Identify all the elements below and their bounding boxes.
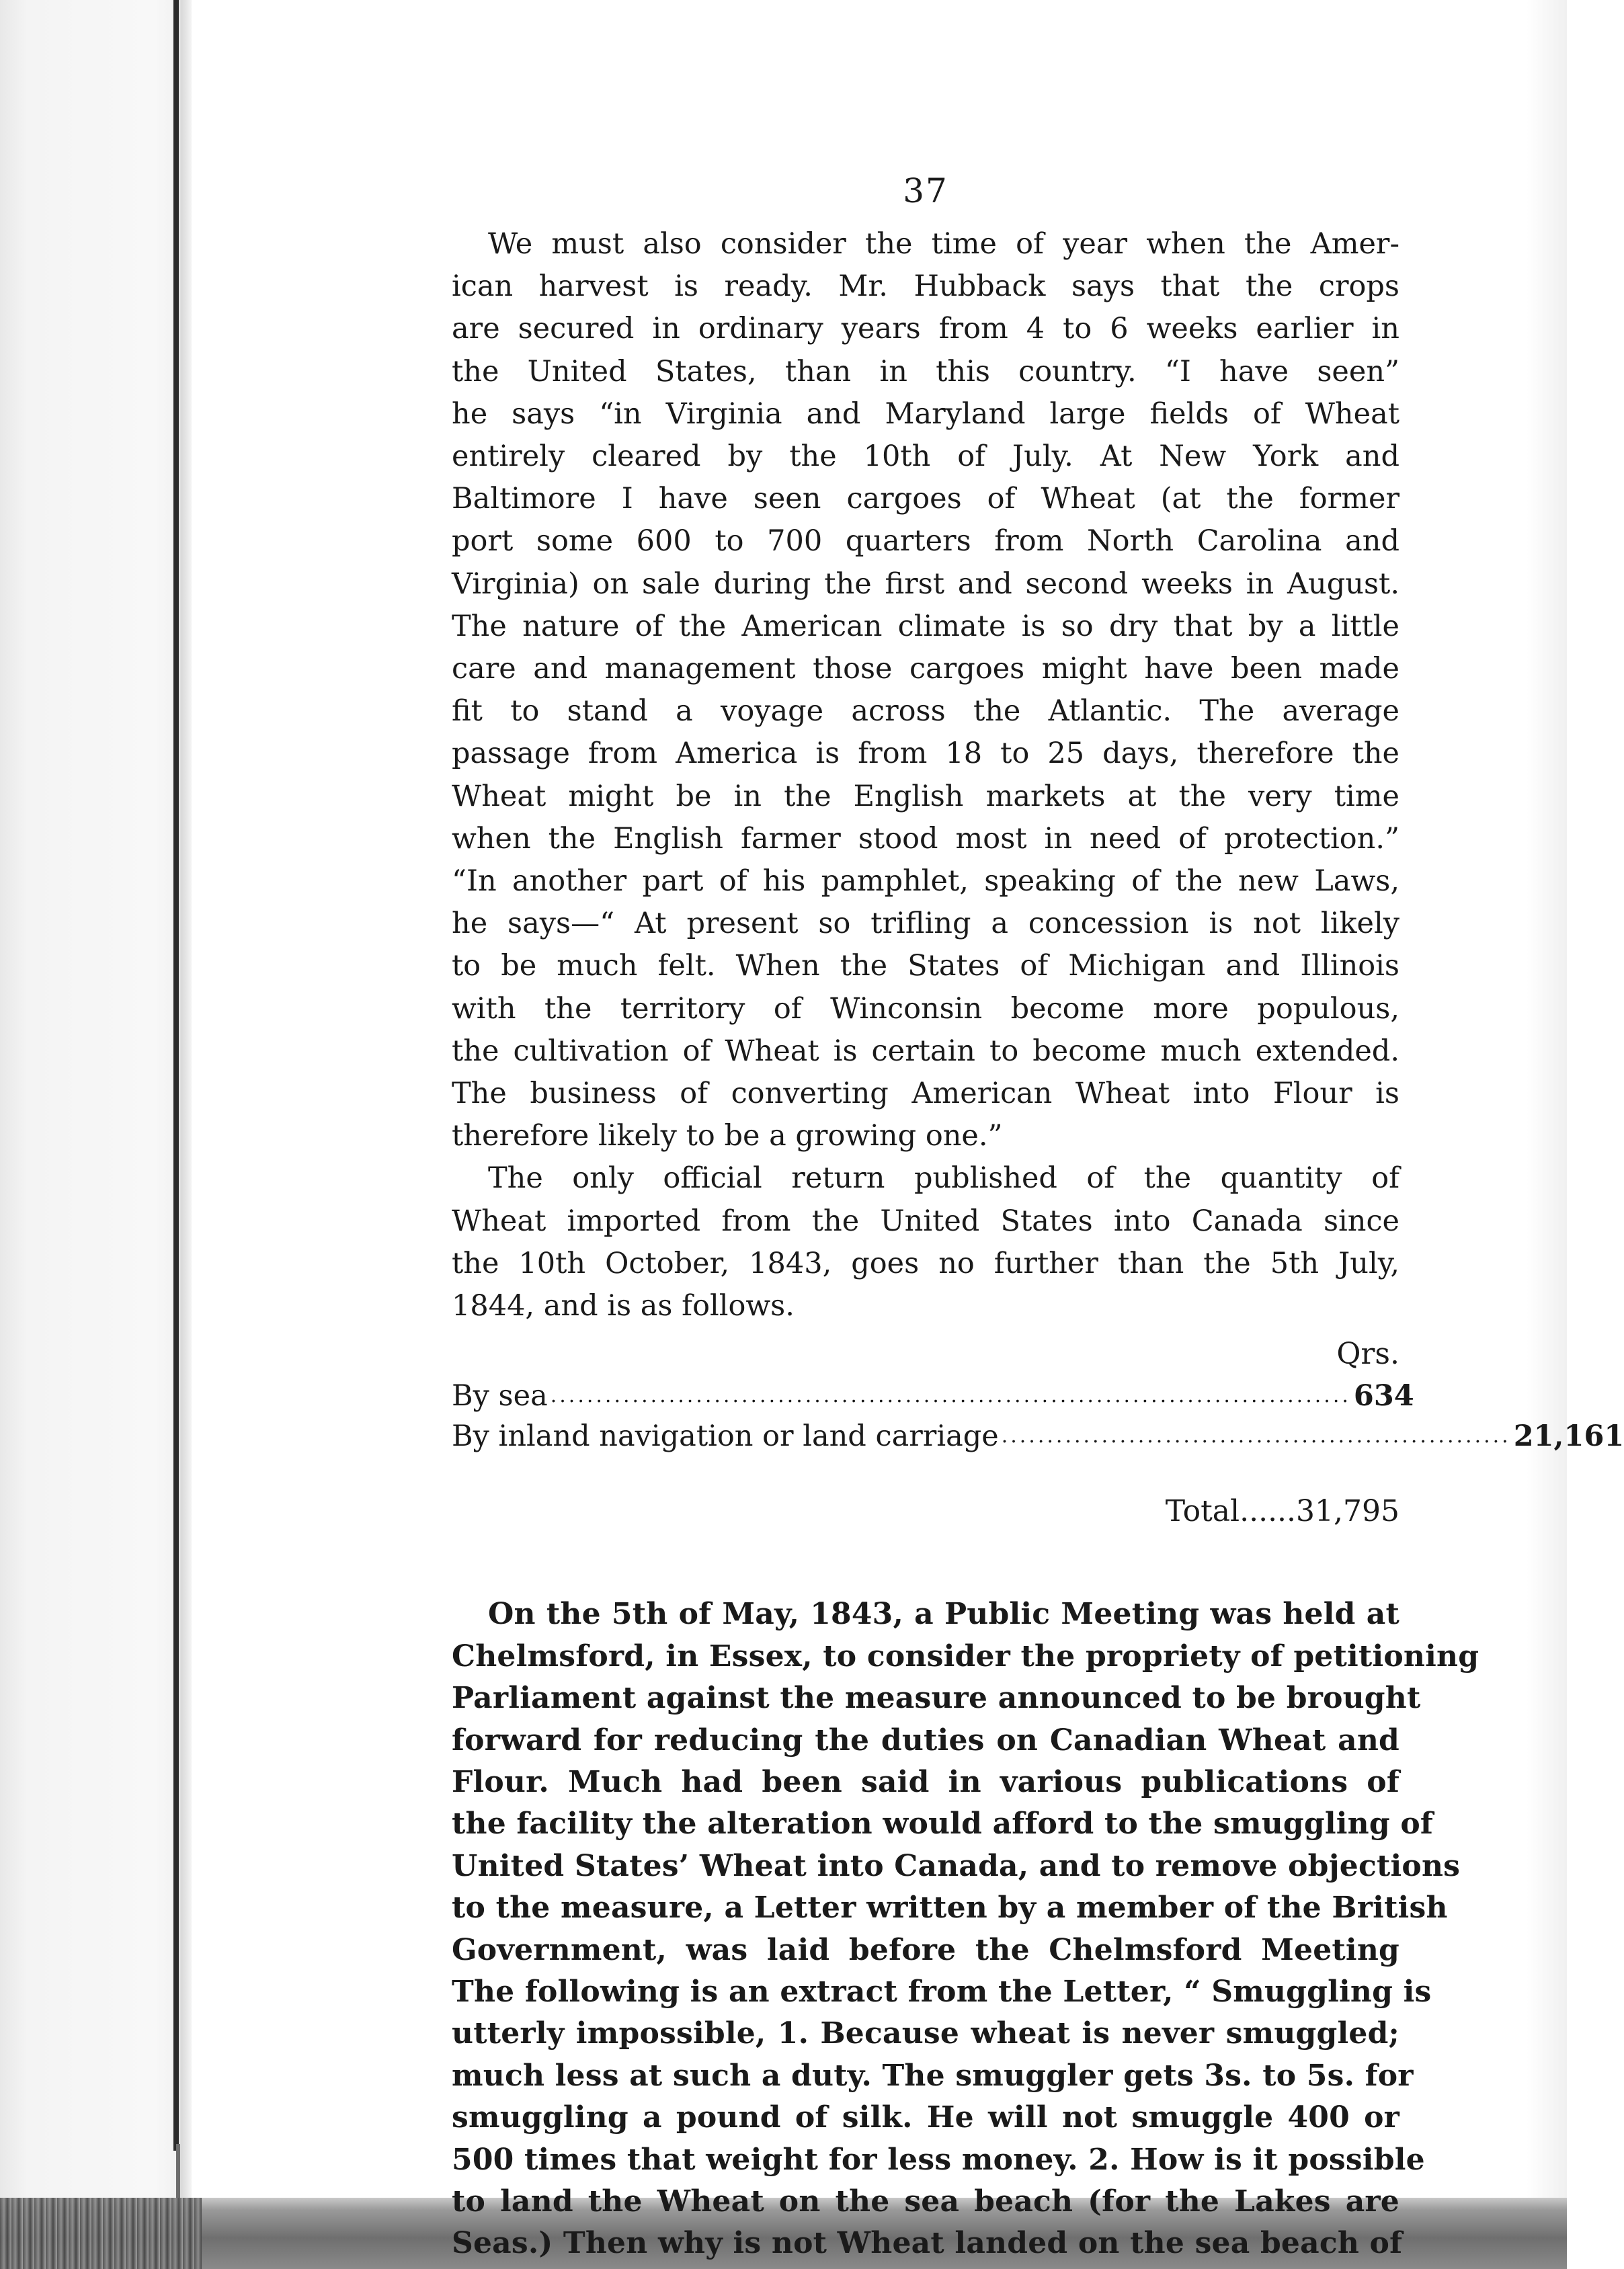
row-label: By sea [452, 1379, 548, 1413]
text-line: therefore likely to be a growing one.” [452, 1119, 1003, 1153]
text-line: utterly impossible, 1. Because wheat is never smuggled; [452, 2016, 1399, 2051]
text-line: On the 5th of May, 1843, a Public Meeting was held at [488, 1597, 1399, 1632]
text-line: forward for reducing the duties on Canadian Wheat and [452, 1723, 1399, 1758]
text-line: Virginia) on sale during the first and second weeks in August. [452, 567, 1399, 601]
text-line: the United States, than in this country. “I have seen” [452, 354, 1399, 388]
row-label: By inland navigation or land carriage [452, 1419, 999, 1454]
page-right-edge [1527, 0, 1567, 2198]
table-row [452, 1416, 1624, 1456]
text-line: Flour. Much had been said in various publications of [452, 1764, 1399, 1799]
text-line: Wheat might be in the English markets at the very time [452, 779, 1399, 813]
text-line: are secured in ordinary years from 4 to 6 weeks earlier in [452, 312, 1399, 346]
text-line: The nature of the American climate is so dry that by a little [452, 609, 1399, 643]
text-line: The following is an extract from the Letter, “ Smuggling is [452, 1974, 1432, 2009]
text-line: passage from America is from 18 to 25 days, therefore the [452, 737, 1399, 771]
text-line: smuggling a pound of silk. He will not smuggle 400 or [452, 2100, 1399, 2135]
text-line: ican harvest is ready. Mr. Hubback says that the crops [452, 270, 1399, 304]
text-line: fit to stand a voyage across the Atlantic. The average [452, 694, 1399, 729]
paragraph-3 [452, 1594, 1479, 2265]
text-line: The business of converting American Wheat into Flour is [452, 1077, 1399, 1111]
text-line: Seas.) Then why is not Wheat landed on the sea beach of [452, 2226, 1403, 2261]
text-line: the 10th October, 1843, goes no further than the 5th July, [452, 1246, 1399, 1280]
text-line: “In another part of his pamphlet, speaking of the new Laws, [452, 864, 1399, 899]
text-line: United States’ Wheat into Canada, and to remove objections [452, 1848, 1461, 1883]
text-line: much less at such a duty. The smuggler gets 3s. to 5s. for [452, 2058, 1414, 2093]
paragraph-1 [452, 223, 1399, 1157]
text-line: Parliament against the measure announced to be brought [452, 1681, 1421, 1716]
text-line: the cultivation of Wheat is certain to become much extended. [452, 1034, 1399, 1068]
text-line: 1844, and is as follows. [452, 1289, 795, 1323]
text-line: Baltimore I have seen cargoes of Wheat (at the former [452, 482, 1399, 516]
text-line: he says—“ At present so trifling a concession is not likely [452, 907, 1399, 941]
row-leader-dots: ........................................................................................ [550, 1384, 1351, 1408]
text-line: port some 600 to 700 quarters from North Carolina and [452, 524, 1399, 559]
paragraph-2 [452, 1157, 1399, 1327]
table-row [452, 1376, 1414, 1416]
text-line: to be much felt. When the States of Michigan and Illinois [452, 949, 1399, 983]
table-unit-heading: Qrs. [1336, 1337, 1399, 1372]
text-block [452, 159, 1624, 2265]
text-line: when the English farmer stood most in need of protection.” [452, 821, 1399, 856]
text-line: to land the Wheat on the sea beach (for the Lakes are [452, 2184, 1399, 2219]
row-leader-dots: ........................................................ [1001, 1424, 1511, 1448]
text-line: Government, was laid before the Chelmsford Meeting [452, 1932, 1399, 1967]
text-line: the facility the alteration would afford to the smuggling of [452, 1807, 1434, 1842]
text-line: to the measure, a Letter written by a member of the British [452, 1891, 1448, 1926]
table-total: Total......31,795 [1165, 1494, 1399, 1529]
text-line: 500 times that weight for less money. 2. How is it possible [452, 2142, 1425, 2177]
text-line: We must also consider the time of year when the Amer- [488, 227, 1399, 261]
text-line: Chelmsford, in Essex, to consider the propriety of petitioning [452, 1639, 1479, 1674]
text-line: Wheat imported from the United States into Canada since [452, 1204, 1399, 1238]
text-line: care and management those cargoes might have been made [452, 652, 1399, 686]
text-line: with the territory of Winconsin become more populous, [452, 991, 1399, 1026]
book-spine-texture [0, 2198, 202, 2269]
binding-edge-line [173, 0, 179, 2151]
text-line: entirely cleared by the 10th of July. At New York and [452, 440, 1399, 474]
text-line: he says “in Virginia and Maryland large fields of Wheat [452, 397, 1399, 431]
row-value: 634 [1353, 1379, 1414, 1413]
row-value: 21,161 [1513, 1419, 1624, 1454]
page-number: 37 [903, 171, 948, 210]
text-line: The only official return published of the quantity of [488, 1161, 1399, 1196]
binding-gutter [0, 0, 192, 2269]
